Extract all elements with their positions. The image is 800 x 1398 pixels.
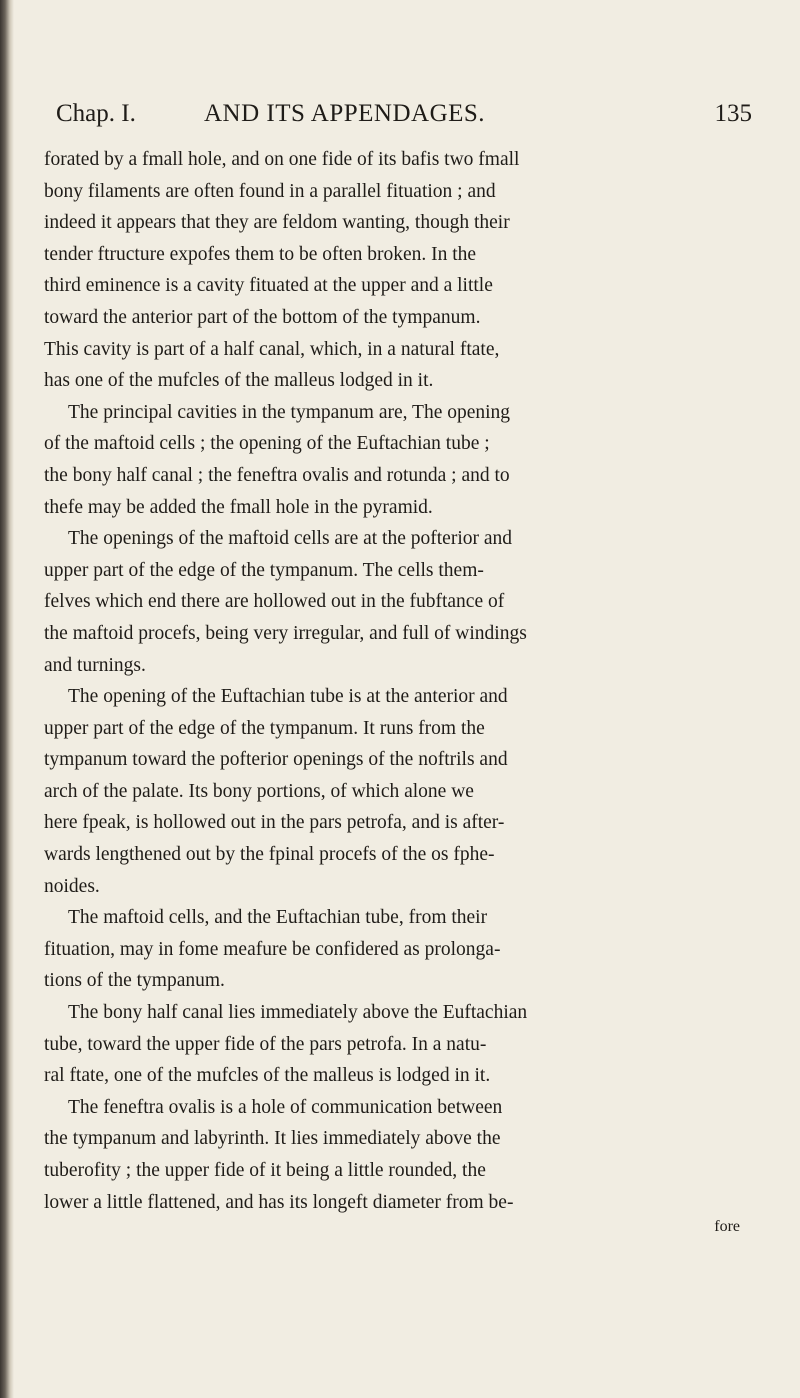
- book-page: [44, 100, 752, 1236]
- text-line: indeed it appears that they are feldom wanting, though their: [44, 212, 510, 234]
- running-header: [44, 100, 752, 140]
- text-line: felves which end there are hollowed out in the fubftance of: [44, 591, 505, 613]
- text-line: The bony half canal lies immediately above the Euftachian: [68, 1002, 528, 1024]
- text-line: upper part of the edge of the tympanum. The cells them-: [44, 559, 484, 581]
- text-line: ral ftate, one of the mufcles of the malleus is lodged in it.: [44, 1065, 491, 1087]
- book-binding-edge: [0, 0, 14, 1398]
- text-line: bony filaments are often found in a parallel fituation ; and: [44, 180, 496, 202]
- text-line: has one of the mufcles of the malleus lodged in it.: [44, 370, 434, 392]
- text-line: thefe may be added the fmall hole in the pyramid.: [44, 496, 433, 518]
- text-line: the tympanum and labyrinth. It lies immediately above the: [44, 1128, 501, 1150]
- text-line: lower a little flattened, and has its longeft diameter from be-: [44, 1191, 514, 1213]
- text-line: the bony half canal ; the feneftra ovalis and rotunda ; and to: [44, 464, 510, 486]
- text-line: tions of the tympanum.: [44, 970, 225, 992]
- text-line: forated by a fmall hole, and on one fide of its bafis two fmall: [44, 149, 520, 170]
- text-line: toward the anterior part of the bottom of the tympanum.: [44, 306, 481, 328]
- text-line: The principal cavities in the tympanum are, The opening: [68, 401, 511, 423]
- text-line: tuberofity ; the upper fide of it being a little rounded, the: [44, 1160, 486, 1181]
- chapter-label: Chap. I.: [56, 100, 136, 127]
- text-line: and turnings.: [44, 654, 146, 676]
- text-line: noides.: [44, 875, 100, 897]
- text-line: The opening of the Euftachian tube is at the anterior and: [68, 686, 508, 708]
- page-number: 135: [714, 100, 752, 127]
- body-text: [44, 144, 752, 1218]
- text-line: fituation, may in fome meafure be confidered as prolonga-: [44, 938, 501, 960]
- text-line: third eminence is a cavity fituated at the upper and a little: [44, 275, 493, 297]
- text-line: The feneftra ovalis is a hole of communication between: [68, 1096, 503, 1118]
- text-line: tube, toward the upper fide of the pars petrofa. In a natu-: [44, 1033, 487, 1055]
- text-line: The maftoid cells, and the Euftachian tube, from their: [68, 907, 488, 929]
- text-line: here fpeak, is hollowed out in the pars petrofa, and is after-: [44, 812, 505, 834]
- text-line: upper part of the edge of the tympanum. It runs from the: [44, 717, 485, 739]
- running-title: AND ITS APPENDAGES.: [204, 100, 486, 127]
- text-line: of the maftoid cells ; the opening of the Euftachian tube ;: [44, 433, 490, 455]
- text-line: tender ftructure expofes them to be often broken. In the: [44, 243, 477, 265]
- catchword: fore: [714, 1218, 740, 1236]
- text-line: the maftoid procefs, being very irregular, and full of windings: [44, 622, 527, 644]
- text-line: wards lengthened out by the fpinal procefs of the os fphe-: [44, 844, 495, 866]
- text-line: arch of the palate. Its bony portions, of which alone we: [44, 780, 474, 802]
- text-line: This cavity is part of a half canal, which, in a natural ftate,: [44, 338, 500, 360]
- text-line: tympanum toward the pofterior openings of the noftrils and: [44, 749, 508, 771]
- text-line: The openings of the maftoid cells are at the pofterior and: [68, 528, 513, 550]
